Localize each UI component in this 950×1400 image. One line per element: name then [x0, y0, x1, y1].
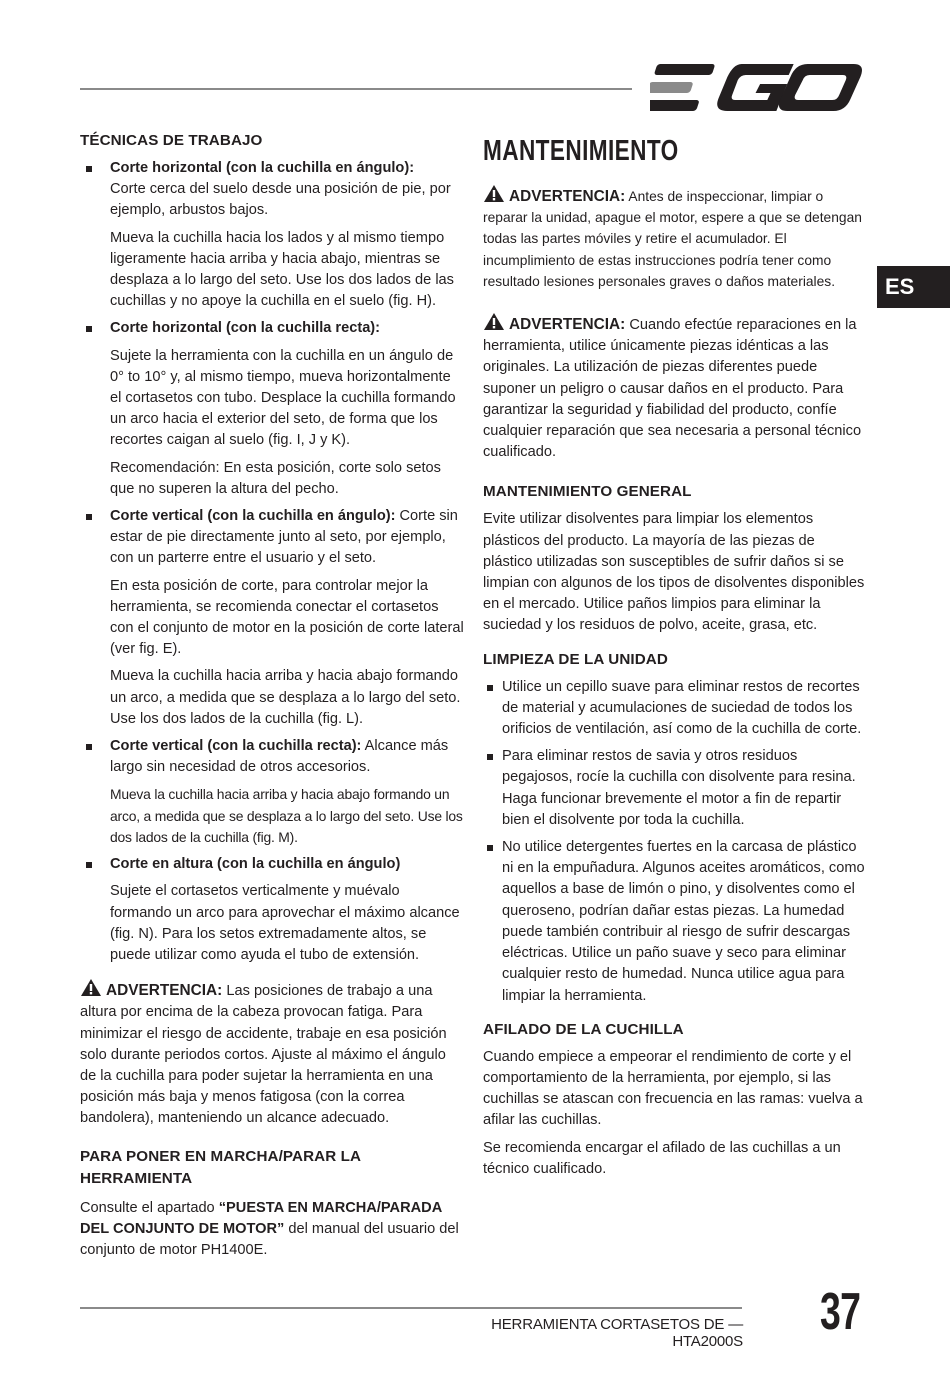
warning-text: Cuando efectúe reparaciones en la herramienta, utilice únicamente piezas idénticas a las originales. La utilización de piezas diferentes puede suponer un peligro o causar daños en el producto. Para garantizar la seguridad y fiabilidad del producto, confíe cualquier reparación que sea necesaria a personal técnico cualificado.: [483, 317, 862, 461]
paragraph: Evite utilizar disolventes para limpiar los elementos plásticos del producto. La mayoría de las piezas de plástico utilizadas son susceptibles de sufrir daños si se limpian con algunos de los tipos de disolventes disponibles en el mercado. Utilice paños limpios para eliminar la suciedad y los residuos de polvo, aceite, grasa, etc.: [483, 511, 865, 634]
item-title: Corte horizontal (con la cuchilla en ángulo):: [110, 160, 415, 176]
warning-label: ADVERTENCIA:: [509, 316, 626, 334]
page-number: 37: [820, 1283, 861, 1341]
right-column: [483, 130, 867, 1186]
section-heading-work-techniques: TÉCNICAS DE TRABAJO: [80, 132, 263, 149]
start-reference: “PUESTA EN MARCHA/PARADA DEL CONJUNTO DE MOTOR”: [80, 1199, 442, 1237]
ego-logo: [650, 62, 862, 114]
start-paragraph: [80, 1198, 464, 1262]
paragraph: Sujete el cortasetos verticalmente y muévalo formando un arco para aprovechar el máximo alcance (fig. N). Para los setos extremadamente altos, se puede utilizar como ayuda el tubo de extensión.: [110, 883, 460, 963]
warning-block: [80, 978, 464, 1129]
paragraph: Cuando empiece a empeorar el rendimiento de corte y el comportamiento de la herramienta, por ejemplo, si las cuchillas se atascan con frecuencia en las ramas: vuelva a afilar las cuchillas.: [483, 1048, 863, 1129]
list-item: [80, 318, 464, 339]
cleaning-list: [483, 677, 867, 1007]
list-item: [80, 736, 464, 778]
list-item: [80, 506, 464, 570]
paragraph: Mueva la cuchilla hacia arriba y hacia abajo formando un arco, a medida que se desplaza a lo largo del seto. Use los dos lados de la cuchilla (fig. M).: [110, 786, 463, 845]
warning-icon: [80, 978, 102, 997]
technique-list: [80, 158, 464, 222]
warning-block-2: [483, 312, 867, 463]
warning-text: Las posiciones de trabajo a una altura por encima de la cabeza provocan fatiga. Para minimizar el riesgo de accidente, trabaje en esa posición solo durante periodos cortos. Ajuste al máximo el ángulo de la cuchilla para poder sujetar la herramienta en una posición más baja y menos fatigosa (con la correa bandolera), manteniendo un alcance adecuado.: [80, 983, 447, 1127]
item-title: Corte horizontal (con la cuchilla recta):: [110, 320, 381, 337]
item-text: Corte cerca del suelo desde una posición de pie, por ejemplo, arbustos bajos.: [110, 181, 451, 219]
section-heading-general: MANTENIMIENTO GENERAL: [483, 483, 692, 501]
list-item: [80, 854, 464, 875]
paragraph: Sujete la herramienta con la cuchilla en un ángulo de 0° to 10° y, al mismo tiempo, mueva horizontalmente el cortasetos con tubo. Desplace la cuchilla formando un arco hacia el exterior del seto, de forma que los recortes caigan al suelo (fig. I, J y K).: [110, 347, 456, 449]
list-item: Utilice un cepillo suave para eliminar restos de recortes de material y acumulaciones de suciedad de todos los orificios de ventilación, así como de la cuchilla de corte.: [483, 677, 867, 741]
section-heading-start-stop: PARA PONER EN MARCHA/PARAR LA HERRAMIENTA: [80, 1147, 361, 1187]
warning-block-1: [483, 184, 867, 292]
section-heading-sharpening: AFILADO DE LA CUCHILLA: [483, 1020, 684, 1038]
header-rule: [80, 88, 632, 90]
warning-label: ADVERTENCIA:: [106, 982, 223, 1000]
technique-list-5: [80, 854, 464, 875]
warning-icon: [483, 184, 505, 203]
paragraph: Se recomienda encargar el afilado de las cuchillas a un técnico cualificado.: [483, 1139, 841, 1177]
item-text: Corte sin estar de pie directamente junto al seto, por ejemplo, con un parterre entre el usuario y el seto.: [110, 508, 458, 567]
paragraph: Recomendación: En esta posición, corte solo setos que no superen la altura del pecho.: [110, 459, 441, 497]
item-text: Alcance más largo sin necesidad de otros accesorios.: [110, 738, 449, 776]
list-item: [80, 158, 464, 222]
warning-label: ADVERTENCIA:: [509, 188, 626, 205]
technique-list-2: [80, 318, 464, 339]
item-title: Corte vertical (con la cuchilla recta):: [110, 738, 362, 755]
item-title: Corte vertical (con la cuchilla en ángulo):: [110, 508, 396, 525]
left-column: [80, 130, 464, 1267]
page-title: MANTENIMIENTO: [483, 135, 679, 167]
warning-icon: [483, 312, 505, 331]
technique-list-4: [80, 736, 464, 778]
list-item: Para eliminar restos de savia y otros residuos pegajosos, rocíe la cuchilla con disolvente para resina. Haga funcionar brevemente el motor a fin de repartir bien el disolvente por toda la cuchilla.: [483, 746, 867, 831]
warning-text: Antes de inspeccionar, limpiar o reparar la unidad, apague el motor, espere a que se detengan todas las partes móviles y retire el acumulador. El incumplimiento de estas instrucciones podría tener como resultado lesiones personales graves o daños materiales.: [483, 189, 862, 289]
list-item: No utilice detergentes fuertes en la carcasa de plástico ni en la empuñadura. Algunos aceites aromáticos, como aquellos a base de limón o pino, y disolventes como el queroseno, podrían dañar estas piezas. La humedad puede también contribuir al riesgo de sufrir descargas eléctricas. Utilice un paño suave y seco para eliminar cualquier resto de humedad. Nunca utilice agua para limpiar la herramienta.: [483, 837, 867, 1007]
footer-rule: [80, 1307, 742, 1309]
paragraph: Mueva la cuchilla hacia los lados y al mismo tiempo ligeramente hacia arriba y hacia abajo, mientras se desplaza a lo largo del seto. Use los dos lados de las cuchillas y no apoye la cuchilla en el suelo (fig. H).: [110, 229, 454, 310]
paragraph: Mueva la cuchilla hacia arriba y hacia abajo formando un arco, a medida que se desplaza a lo largo del seto. Use los dos lados de la cuchilla (fig. L).: [110, 668, 461, 727]
item-title: Corte en altura (con la cuchilla en ángulo): [110, 856, 401, 873]
start-pre: Consulte el apartado: [80, 1199, 215, 1216]
section-heading-cleaning: LIMPIEZA DE LA UNIDAD: [483, 650, 668, 668]
language-tab: ES: [877, 266, 950, 308]
paragraph: En esta posición de corte, para controlar mejor la herramienta, se recomienda conectar el cortasetos con el conjunto de motor en la posición de corte lateral (ver fig. E).: [110, 577, 464, 658]
footer-title: HERRAMIENTA CORTASETOS DE — HTA2000S: [491, 1316, 743, 1350]
start-post: del manual del usuario del conjunto de motor PH1400E.: [80, 1220, 459, 1258]
technique-list-3: [80, 506, 464, 570]
